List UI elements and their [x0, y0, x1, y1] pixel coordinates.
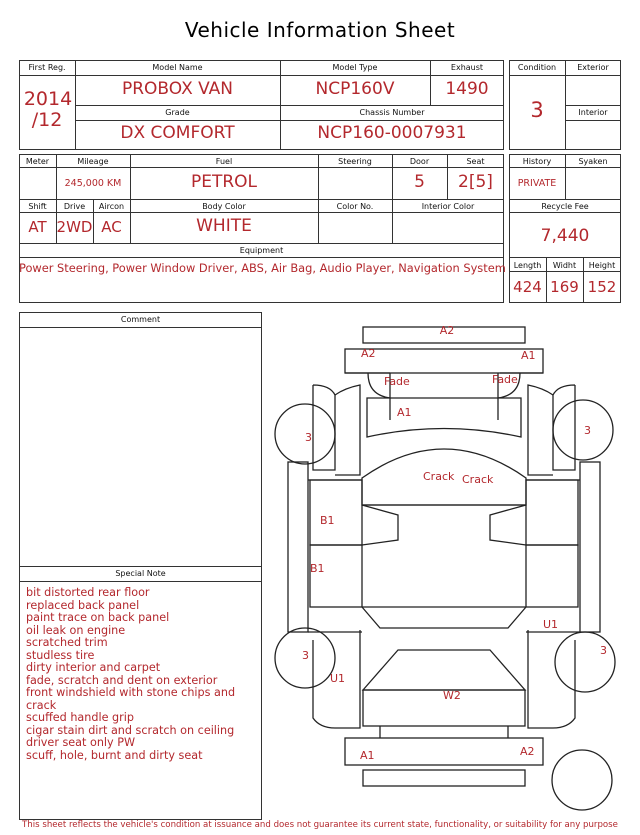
special-note-item: oil leak on engine	[26, 623, 126, 637]
mark-rear-left: A1	[360, 749, 375, 762]
interior-color-label: Interior Color	[421, 202, 475, 211]
mark-front-left: A2	[361, 347, 376, 360]
model-name-value: PROBOX VAN	[121, 79, 234, 99]
length-label: Length	[513, 261, 542, 270]
grade-value: DX COMFORT	[120, 123, 235, 143]
equipment-label: Equipment	[239, 246, 284, 255]
steering-label: Steering	[338, 157, 372, 166]
special-note-item: replaced back panel	[26, 598, 140, 612]
mark-front-bumper: A2	[439, 324, 455, 337]
drive-label: Drive	[63, 202, 86, 211]
exhaust-value: 1490	[445, 79, 489, 99]
chassis-number-value: NCP160-0007931	[317, 123, 467, 143]
special-note-list	[26, 587, 258, 762]
special-note-item: studless tire	[26, 648, 95, 662]
height-value: 152	[587, 278, 617, 296]
length-value: 424	[513, 278, 542, 296]
car-damage-diagram	[270, 318, 635, 818]
history-value: PRIVATE	[517, 178, 557, 189]
first-reg-label: First Reg.	[28, 63, 66, 72]
seat-value: 2[5]	[458, 172, 493, 192]
first-reg-year: 2014	[23, 88, 73, 110]
meter-label: Meter	[25, 157, 50, 166]
history-label: History	[522, 157, 552, 166]
mark-door-l2: B1	[310, 562, 325, 575]
mark-rear-glass: W2	[443, 689, 461, 702]
fuel-value: PETROL	[190, 172, 258, 192]
width-value: 169	[550, 278, 579, 296]
color-no-label: Color No.	[336, 202, 374, 211]
mileage-label: Mileage	[77, 157, 109, 166]
mileage-value: 245,000 KM	[64, 178, 122, 189]
recycle-fee-label: Recycle Fee	[541, 202, 589, 211]
model-type-label: Model Type	[332, 63, 378, 72]
special-note-item: paint trace on back panel	[26, 611, 170, 624]
body-color-label: Body Color	[202, 202, 246, 211]
aircon-value: AC	[101, 218, 122, 236]
condition-value: 3	[530, 98, 544, 122]
mark-tire-rr: 3	[600, 644, 607, 657]
special-note-item: bit distorted rear floor	[26, 586, 150, 599]
condition-label: Condition	[517, 63, 557, 72]
mark-door-r: U1	[543, 618, 559, 631]
width-label: Widht	[552, 261, 577, 270]
model-type-value: NCP160V	[315, 79, 395, 99]
mark-tire-fr: 3	[584, 424, 591, 437]
interior-label: Interior	[578, 108, 608, 117]
special-note-item: fade, scratch and dent on exterior	[26, 673, 218, 687]
body-color-value: WHITE	[196, 216, 252, 236]
mark-door-l1: B1	[320, 514, 335, 527]
mark-rear-left-panel: U1	[330, 672, 346, 685]
first-reg-month: /12	[31, 109, 63, 131]
page-title: Vehicle Information Sheet	[184, 18, 456, 42]
shift-label: Shift	[28, 202, 47, 211]
mark-crack-1: Crack	[423, 470, 455, 483]
model-name-label: Model Name	[152, 63, 203, 72]
door-label: Door	[409, 157, 430, 166]
mark-fade-left: Fade	[384, 375, 410, 388]
mark-fade-right: Fade	[492, 373, 518, 386]
mark-tire-fl: 3	[305, 431, 312, 444]
special-note-item: scuffed handle grip	[26, 711, 134, 724]
special-note-item: dirty interior and carpet	[26, 661, 161, 674]
aircon-label: Aircon	[98, 202, 125, 211]
footer-disclaimer: This sheet reflects the vehicle's condition at issuance and does not guarantee its current state, functionality, or suitability for any purpose	[22, 820, 618, 830]
syaken-label: Syaken	[578, 157, 608, 166]
special-note-item: scuff, hole, burnt and dirty seat	[26, 748, 203, 762]
special-note-item: cigar stain dirt and scratch on ceiling	[26, 723, 235, 737]
grade-label: Grade	[165, 108, 190, 117]
special-note-item: front windshield with stone chips and crack	[26, 686, 236, 712]
mark-front-right: A1	[521, 349, 536, 362]
comment-label: Comment	[120, 315, 161, 324]
height-label: Height	[588, 261, 616, 270]
mark-crack-2: Crack	[462, 473, 494, 486]
mark-hood: A1	[397, 406, 412, 419]
special-note-label: Special Note	[115, 569, 166, 578]
mark-tire-rl: 3	[302, 649, 309, 662]
chassis-number-label: Chassis Number	[359, 108, 425, 117]
fuel-label: Fuel	[215, 157, 233, 166]
door-value: 5	[414, 172, 425, 192]
mark-rear-right: A2	[520, 745, 535, 758]
recycle-fee-value: 7,440	[540, 226, 590, 246]
shift-value: AT	[28, 218, 47, 236]
seat-label: Seat	[466, 157, 485, 166]
equipment-value: Power Steering, Power Window Driver, ABS, Air Bag, Audio Player, Navigation System	[19, 261, 506, 275]
special-note-item: driver seat only PW	[26, 736, 136, 749]
special-note-item: scratched trim	[26, 636, 108, 649]
drive-value: 2WD	[56, 218, 93, 236]
exterior-label: Exterior	[577, 63, 609, 72]
exhaust-label: Exhaust	[450, 63, 484, 72]
